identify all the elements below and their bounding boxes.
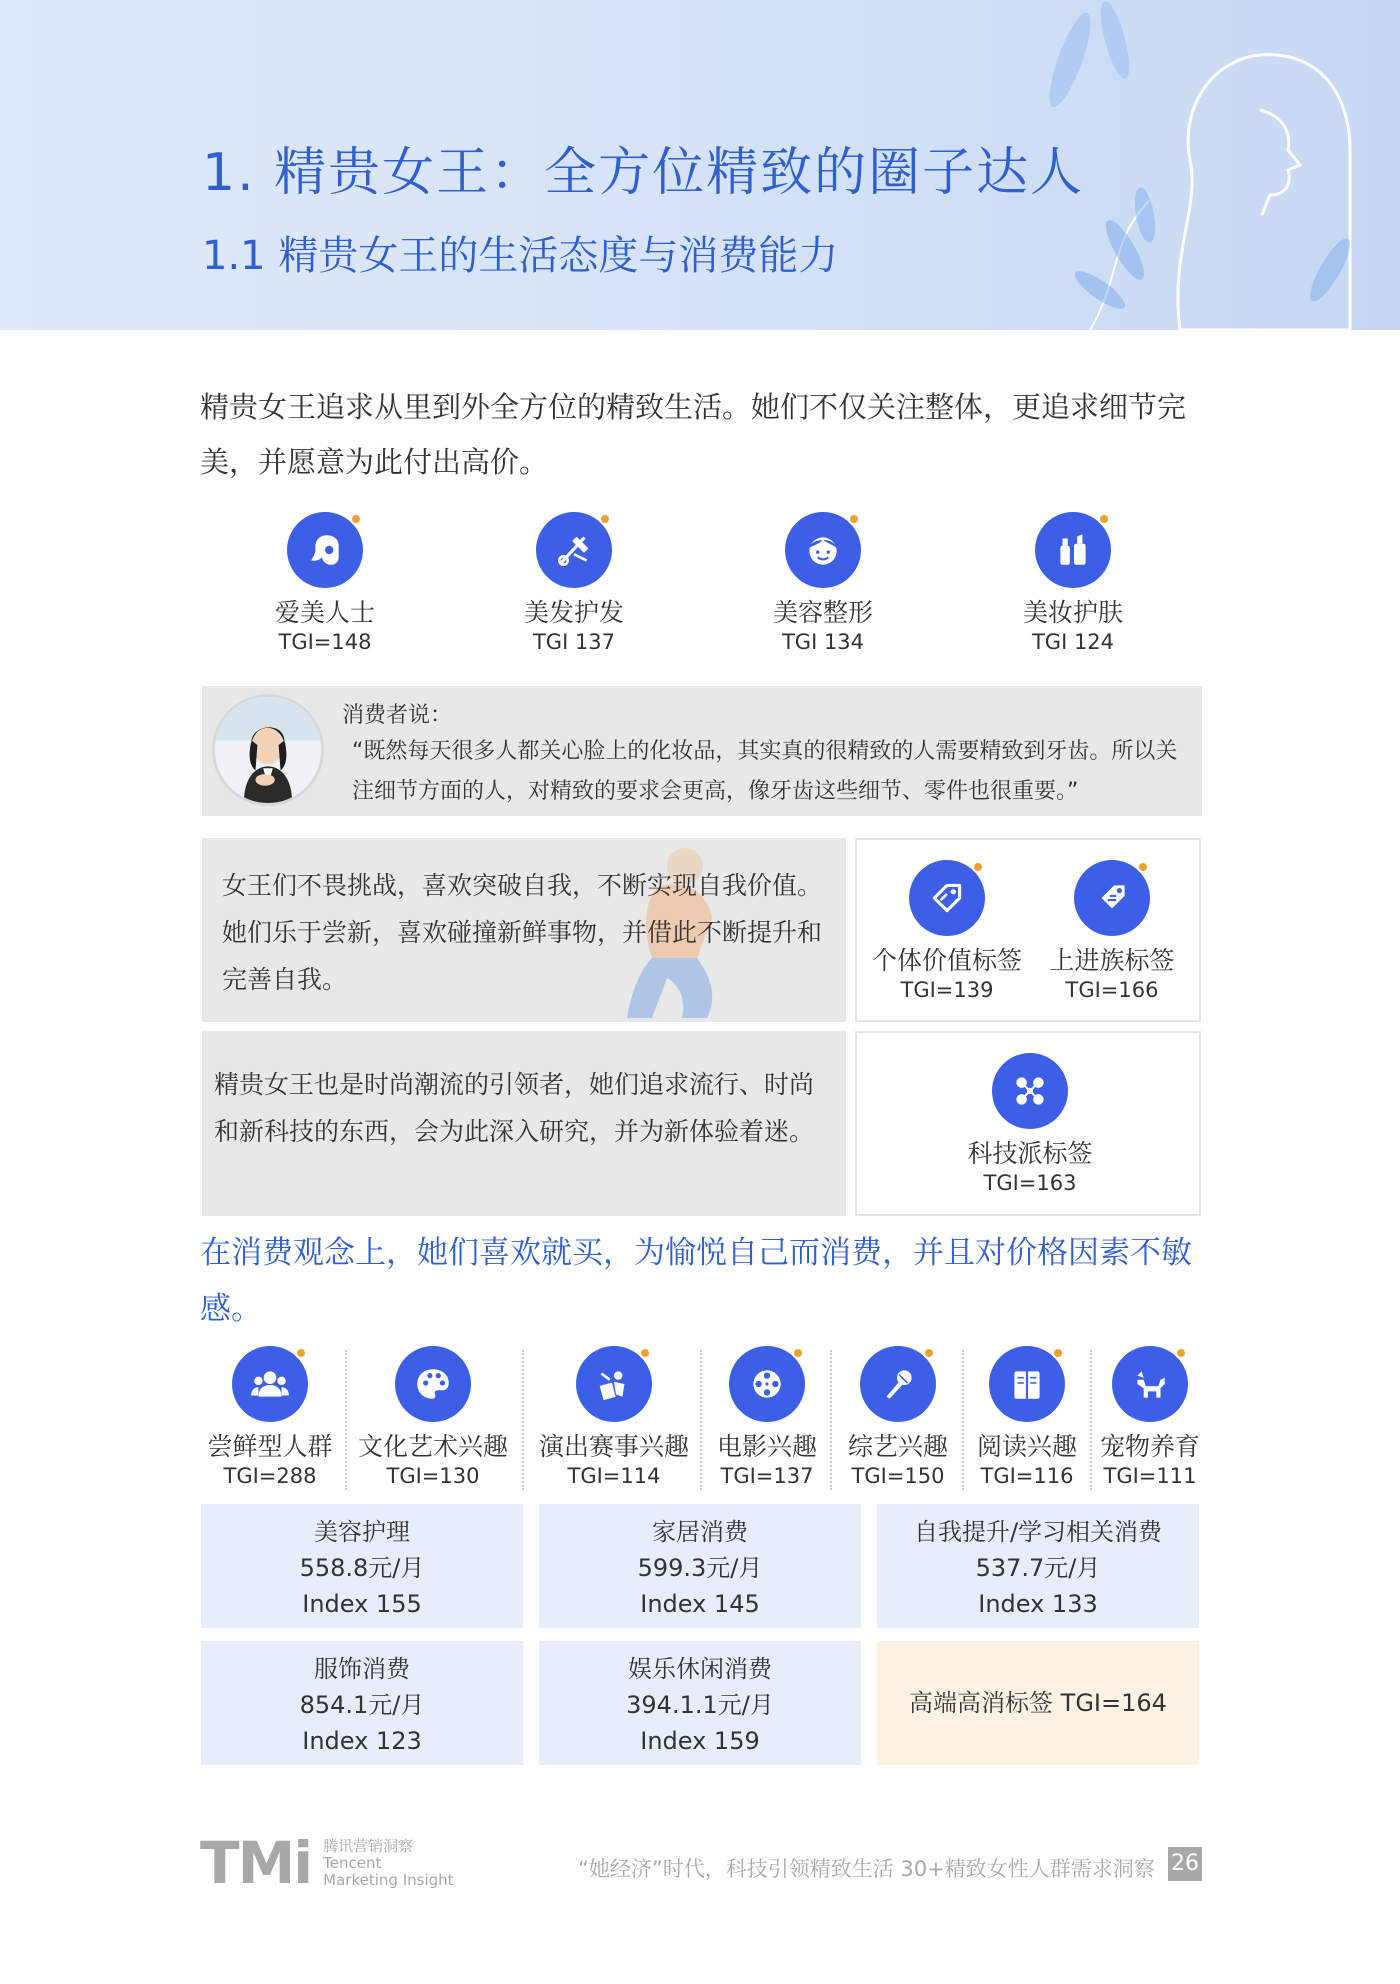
spend-card-entertainment [539, 1641, 861, 1765]
page-number: 26 [1168, 1847, 1202, 1881]
spend-index: Index 155 [302, 1590, 422, 1618]
consumer-quote [202, 686, 1202, 816]
palette-icon [395, 1346, 471, 1422]
interest-label: 尝鲜型人群 [207, 1432, 333, 1461]
fashion-text: 精贵女王也是时尚潮流的引领者，她们追求流行、时尚和新科技的东西，会为此深入研究，并为新体验着迷。 [214, 1070, 815, 1146]
tag-label: 科技派标签 [967, 1139, 1093, 1168]
logo-en1: Tencent [323, 1853, 382, 1872]
face-icon [785, 512, 861, 588]
performance-icon [576, 1346, 652, 1422]
spend-card-apparel [201, 1641, 523, 1765]
page-title: 1. 精贵女王：全方位精致的圈子达人 [202, 143, 1085, 203]
high-end-tag-card [877, 1641, 1199, 1765]
spend-index: Index 123 [302, 1727, 422, 1755]
footer-title: “她经济”时代，科技引领精致生活 30+精致女性人群需求洞察 [578, 1857, 1155, 1881]
price-tag-icon [1074, 860, 1150, 936]
challenge-text-box [202, 838, 846, 1022]
interest-label: 美发护发 [523, 598, 624, 627]
interest-item-makeup-skincare [983, 512, 1163, 656]
interest-label: 综艺兴趣 [847, 1432, 948, 1461]
spend-title: 家居消费 [652, 1518, 748, 1546]
interest-tgi: TGI=137 [720, 1464, 814, 1488]
woman-profile-icon [287, 512, 363, 588]
tag-tgi: TGI=139 [900, 978, 994, 1002]
challenge-text: 女王们不畏挑战，喜欢突破自我，不断实现自我价值。她们乐于尝新，喜欢碰撞新鲜事物，并借此不断提升和完善自我。 [222, 871, 823, 994]
interest-item-beauty-lovers [235, 512, 415, 656]
group-icon [232, 1346, 308, 1422]
quote-text: “既然每天很多人都关心脸上的化妆品，其实真的很精致的人需要精致到牙齿。所以关注细节方面的人，对精致的要求会更高，像牙齿这些细节、零件也很重要。” [352, 739, 1178, 804]
spend-index: Index 145 [640, 1590, 760, 1618]
spend-card-home [539, 1504, 861, 1628]
book-icon [989, 1346, 1065, 1422]
interest-label: 宠物养育 [1099, 1432, 1200, 1461]
interest-tgi: TGI=116 [980, 1464, 1074, 1488]
interest-tgi: TGI=114 [567, 1464, 661, 1488]
spend-index: Index 159 [640, 1727, 760, 1755]
interest-item-culture-art [343, 1346, 523, 1490]
microphone-icon [860, 1346, 936, 1422]
tag-item-personal-value [867, 860, 1027, 1004]
spend-index: Index 133 [978, 1590, 1098, 1618]
logo-cn: 腾讯营销洞察 [323, 1836, 414, 1855]
value-tags-box [855, 838, 1201, 1022]
tag-label: 上进族标签 [1049, 946, 1175, 975]
interest-label: 爱美人士 [274, 598, 375, 627]
tag-icon [909, 860, 985, 936]
interest-tgi: TGI=111 [1103, 1464, 1197, 1488]
interest-label: 阅读兴趣 [976, 1432, 1077, 1461]
spend-card-self-improvement [877, 1504, 1199, 1628]
interest-item-hair-care [484, 512, 664, 656]
tag-item-go-getter [1032, 860, 1192, 1004]
header-banner [0, 0, 1400, 330]
interest-tgi: TGI 134 [781, 630, 865, 654]
spend-amount: 537.7元/月 [975, 1554, 1101, 1582]
tmi-logo: TMi [200, 1829, 312, 1897]
hair-scissors-icon [536, 512, 612, 588]
tag-item-tech [940, 1053, 1120, 1197]
section-subtitle: 1.1 精贵女王的生活态度与消费能力 [202, 233, 839, 279]
makeup-icon [1035, 512, 1111, 588]
tag-tgi: TGI=166 [1065, 978, 1159, 1002]
interest-label: 电影兴趣 [716, 1432, 817, 1461]
intro-paragraph: 精贵女王追求从里到外全方位的精致生活。她们不仅关注整体，更追求细节完美，并愿意为此付出高价。 [200, 390, 1187, 479]
spend-amount: 394.1.1元/月 [626, 1691, 774, 1719]
interest-tgi: TGI=148 [278, 630, 372, 654]
interest-tgi: TGI 137 [532, 630, 616, 654]
spend-title: 美容护理 [314, 1518, 410, 1546]
logo-en2: Marketing Insight [323, 1870, 454, 1889]
logo-text [323, 1838, 453, 1889]
dog-icon [1112, 1346, 1188, 1422]
tech-nodes-icon [992, 1053, 1068, 1129]
tech-tag-box [855, 1031, 1201, 1216]
interest-tgi: TGI=130 [386, 1464, 480, 1488]
spend-title: 娱乐休闲消费 [628, 1655, 772, 1683]
interest-label: 文化艺术兴趣 [357, 1432, 508, 1461]
quote-label: 消费者说： [342, 703, 453, 728]
spend-amount: 599.3元/月 [637, 1554, 763, 1582]
consumption-statement: 在消费观念上，她们喜欢就买，为愉悦自己而消费，并且对价格因素不敏感。 [200, 1235, 1192, 1327]
fashion-text-box [202, 1031, 846, 1216]
tag-tgi: TGI=163 [983, 1171, 1077, 1195]
spend-title: 自我提升/学习相关消费 [913, 1518, 1163, 1546]
interest-label: 美容整形 [772, 598, 873, 627]
interest-label: 美妆护肤 [1022, 598, 1123, 627]
interest-item-pets [1060, 1346, 1240, 1490]
footer-logo [200, 1829, 454, 1897]
interest-tgi: TGI=288 [223, 1464, 317, 1488]
spend-amount: 558.8元/月 [299, 1554, 425, 1582]
interest-tgi: TGI 124 [1031, 630, 1115, 654]
tag-label: 个体价值标签 [871, 946, 1022, 975]
spend-amount: 854.1元/月 [299, 1691, 425, 1719]
spend-title: 服饰消费 [314, 1655, 410, 1683]
interest-tgi: TGI=150 [851, 1464, 945, 1488]
film-reel-icon [729, 1346, 805, 1422]
interest-label: 演出赛事兴趣 [538, 1432, 689, 1461]
interest-item-cosmetic-surgery [733, 512, 913, 656]
avatar [212, 694, 324, 806]
interest-item-early-adopters [180, 1346, 360, 1490]
spend-card-beauty-care [201, 1504, 523, 1628]
high-end-tag: 高端高消标签 TGI=164 [909, 1689, 1167, 1717]
